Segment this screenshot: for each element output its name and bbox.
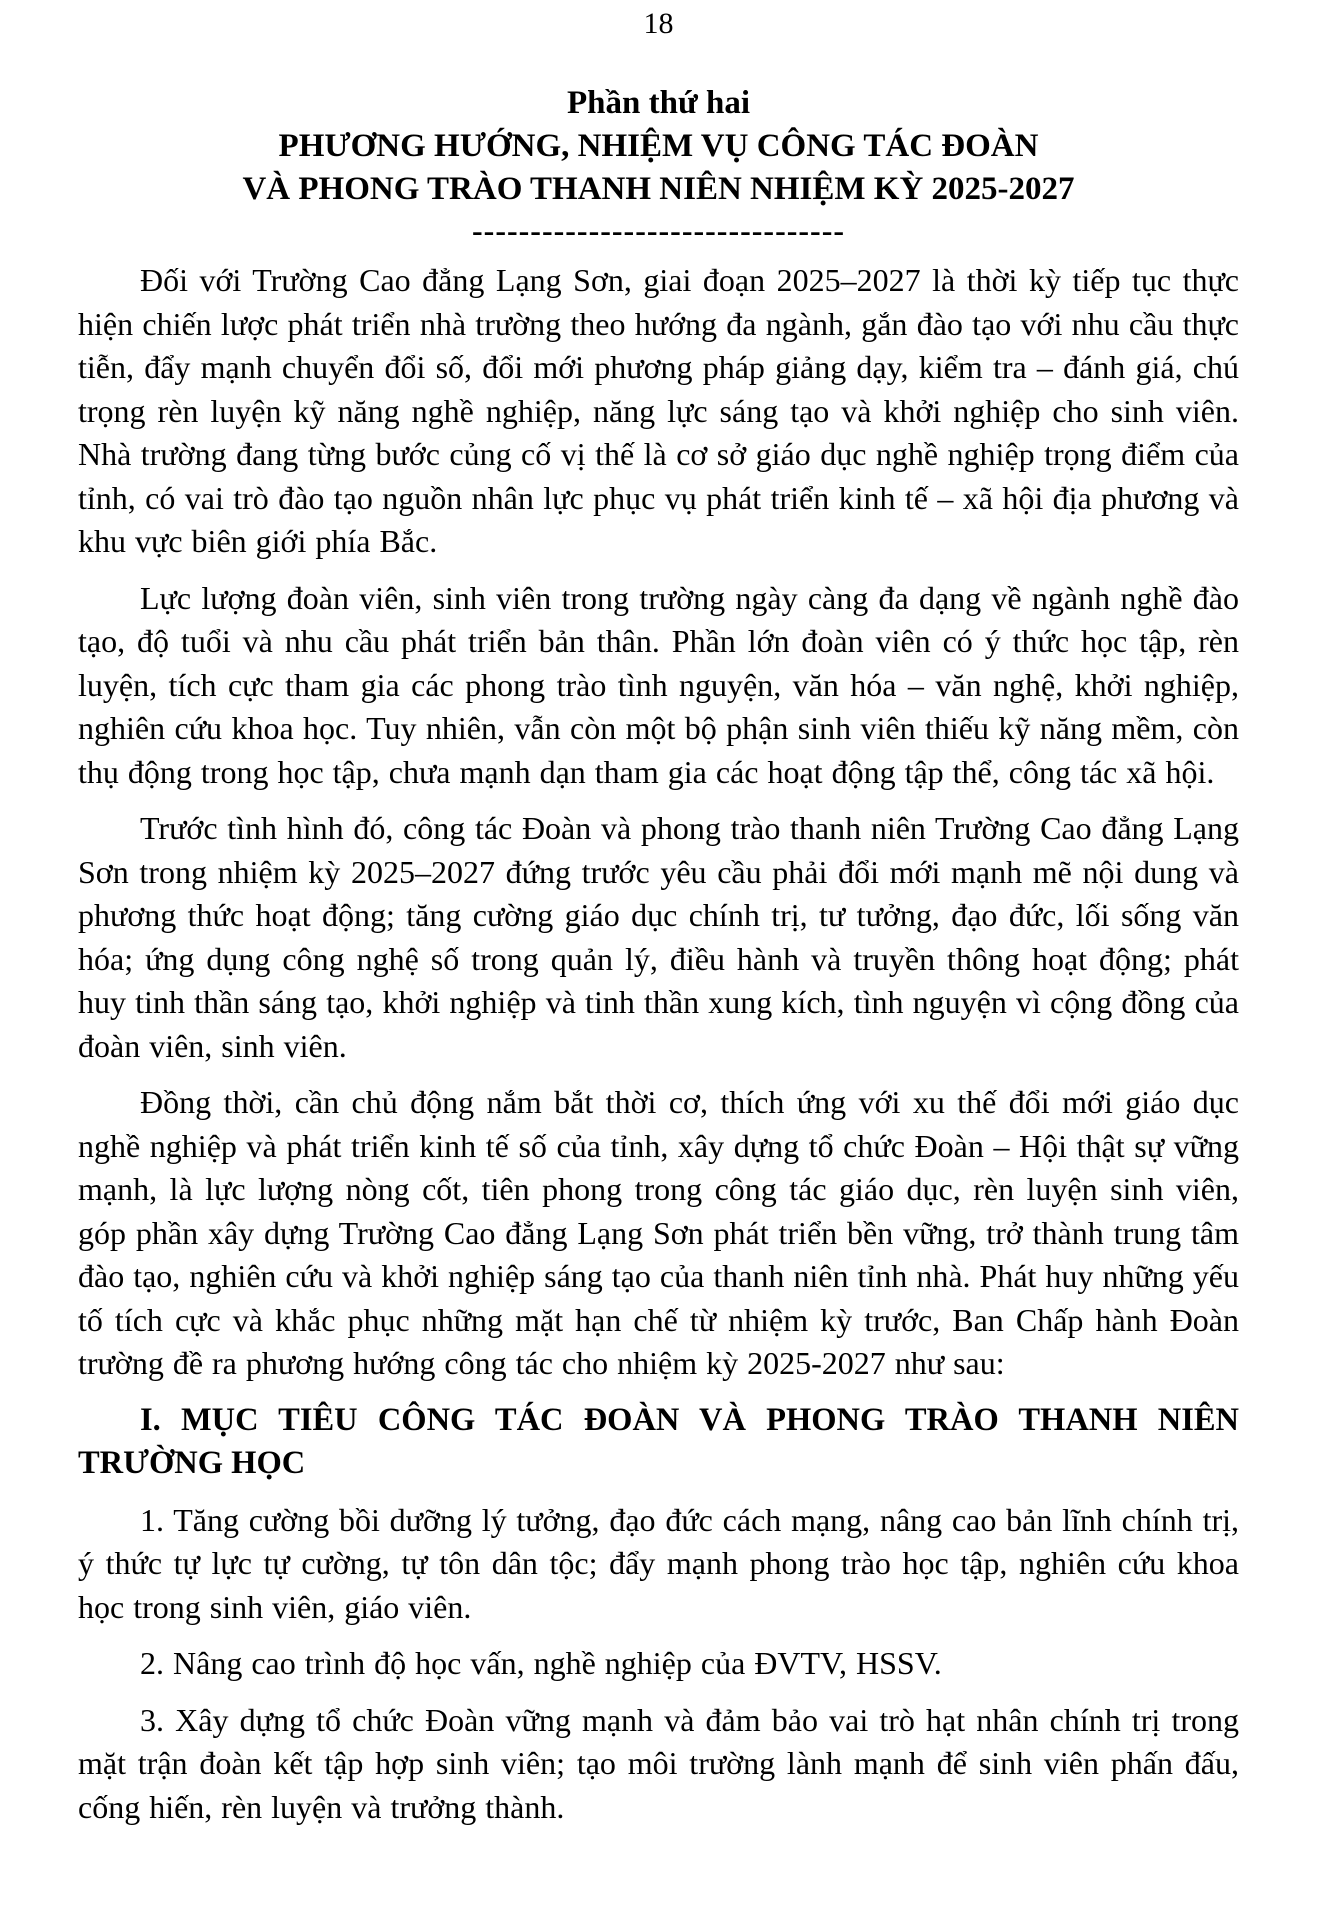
objective-item-2: 2. Nâng cao trình độ học vấn, nghề nghiệp của ĐVTV, HSSV. [140, 1645, 942, 1681]
objective-item-1: 1. Tăng cường bồi dưỡng lý tưởng, đạo đức cách mạng, nâng cao bản lĩnh chính trị, ý thức tự lực tự cường, tự tôn dân tộc; đẩy mạnh phong trào học tập, nghiên cứu khoa học trong sinh viên, giáo viên. [78, 1501, 1239, 1625]
title-line-1: PHƯƠNG HƯỚNG, NHIỆM VỤ CÔNG TÁC ĐOÀN [278, 128, 1039, 164]
paragraph-intro-school: Đối với Trường Cao đẳng Lạng Sơn, giai đoạn 2025–2027 là thời kỳ tiếp tục thực hiện chiến lược phát triển nhà trường theo hướng đa ngành, gắn đào tạo với nhu cầu thực tiễn, đẩy mạnh chuyển đổi số, đổi mới phương pháp giảng dạy, kiểm tra – đánh giá, chú trọng rèn luyện kỹ năng nghề nghiệp, năng lực sáng tạo và khởi nghiệp cho sinh viên. Nhà trường đang từng bước củng cố vị thế là cơ sở giáo dục nghề nghiệp trọng điểm của tỉnh, có vai trò đào tạo nguồn nhân lực phục vụ phát triển kinh tế – xã hội địa phương và khu vực biên giới phía Bắc. [78, 262, 1239, 559]
document-title-block [78, 82, 1239, 211]
paragraph-direction: Đồng thời, cần chủ động nắm bắt thời cơ, thích ứng với xu thế đổi mới giáo dục nghề nghiệp và phát triển kinh tế số của tỉnh, xây dựng tổ chức Đoàn – Hội thật sự vững mạnh, là lực lượng nòng cốt, tiên phong trong công tác giáo dục, rèn luyện sinh viên, góp phần xây dựng Trường Cao đẳng Lạng Sơn phát triển bền vững, trở thành trung tâm đào tạo, nghiên cứu và khởi nghiệp sáng tạo của thanh niên tỉnh nhà. Phát huy những yếu tố tích cực và khắc phục những mặt hạn chế từ nhiệm kỳ trước, Ban Chấp hành Đoàn trường đề ra phương hướng công tác cho nhiệm kỳ 2025-2027 như sau: [78, 1084, 1239, 1381]
paragraph-requirements: Trước tình hình đó, công tác Đoàn và phong trào thanh niên Trường Cao đẳng Lạng Sơn trong nhiệm kỳ 2025–2027 đứng trước yêu cầu phải đổi mới mạnh mẽ nội dung và phương thức hoạt động; tăng cường giáo dục chính trị, tư tưởng, đạo đức, lối sống văn hóa; ứng dụng công nghệ số trong quản lý, điều hành và truyền thông hoạt động; phát huy tinh thần sáng tạo, khởi nghiệp và tinh thần xung kích, tình nguyện vì cộng đồng của đoàn viên, sinh viên. [78, 810, 1239, 1064]
title-line-2: VÀ PHONG TRÀO THANH NIÊN NHIỆM KỲ 2025-2027 [242, 171, 1075, 207]
part-label: Phần thứ hai [566, 85, 751, 121]
title-separator: -------------------------------- [472, 212, 845, 248]
page-number: 18 [643, 7, 674, 40]
section-heading-objectives: I. MỤC TIÊU CÔNG TÁC ĐOÀN VÀ PHONG TRÀO THANH NIÊN TRƯỜNG HỌC [78, 1401, 1239, 1481]
objective-item-3: 3. Xây dựng tổ chức Đoàn vững mạnh và đảm bảo vai trò hạt nhân chính trị trong mặt trận đoàn kết tập hợp sinh viên; tạo môi trường lành mạnh để sinh viên phấn đấu, cống hiến, rèn luyện và trưởng thành. [78, 1701, 1239, 1825]
paragraph-member-situation: Lực lượng đoàn viên, sinh viên trong trường ngày càng đa dạng về ngành nghề đào tạo, độ tuổi và nhu cầu phát triển bản thân. Phần lớn đoàn viên có ý thức học tập, rèn luyện, tích cực tham gia các phong trào tình nguyện, văn hóa – văn nghệ, khởi nghiệp, nghiên cứu khoa học. Tuy nhiên, vẫn còn một bộ phận sinh viên thiếu kỹ năng mềm, còn thụ động trong học tập, chưa mạnh dạn tham gia các hoạt động tập thể, công tác xã hội. [78, 579, 1239, 790]
